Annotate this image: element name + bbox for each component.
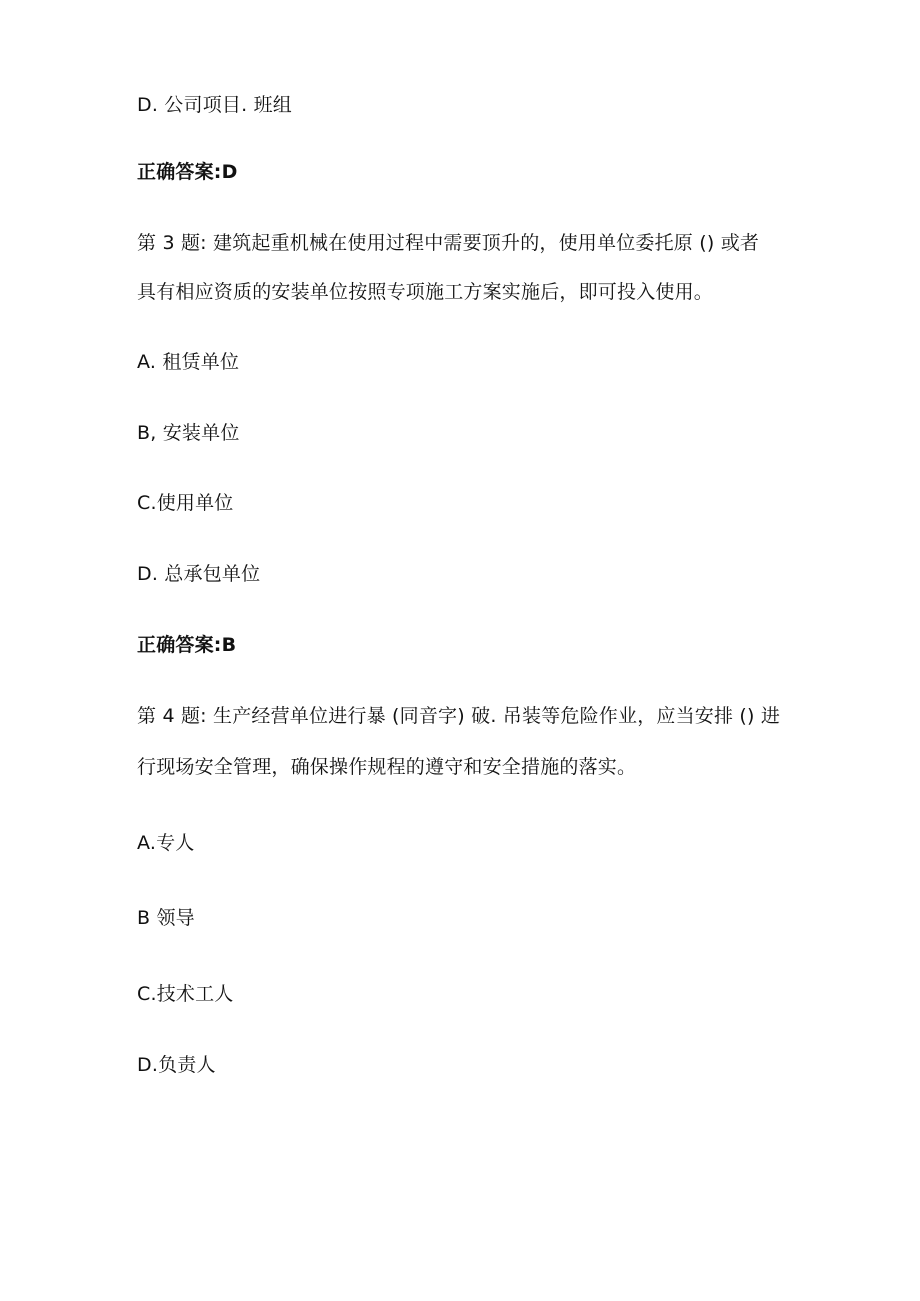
q3-option-c: C.使用单位 xyxy=(137,492,234,514)
q4-stem-line-2: 行现场安全管理，确保操作规程的遵守和安全措施的落实。 xyxy=(137,756,637,778)
q4-option-a: A.专人 xyxy=(137,832,195,854)
q2-correct-answer: 正确答案:D xyxy=(137,161,238,183)
q3-option-b: B, 安装单位 xyxy=(137,422,240,444)
q3-stem-line-1: 第 3 题: 建筑起重机械在使用过程中需要顶升的，使用单位委托原 () 或者 xyxy=(137,232,760,254)
q3-stem-line-2: 具有相应资质的安装单位按照专项施工方案实施后，即可投入使用。 xyxy=(137,281,714,303)
q4-stem-line-1: 第 4 题: 生产经营单位进行暴 (同音字) 破. 吊装等危险作业，应当安排 () 进 xyxy=(137,705,781,727)
q3-option-a: A. 租赁单位 xyxy=(137,351,240,373)
q3-correct-answer: 正确答案:B xyxy=(137,634,237,656)
q3-option-d: D. 总承包单位 xyxy=(137,563,261,585)
q2-option-d: D. 公司项目. 班组 xyxy=(137,94,292,116)
q4-option-c: C.技术工人 xyxy=(137,983,234,1005)
q4-option-b: B 领导 xyxy=(137,907,195,929)
q4-option-d: D.负责人 xyxy=(137,1054,216,1076)
